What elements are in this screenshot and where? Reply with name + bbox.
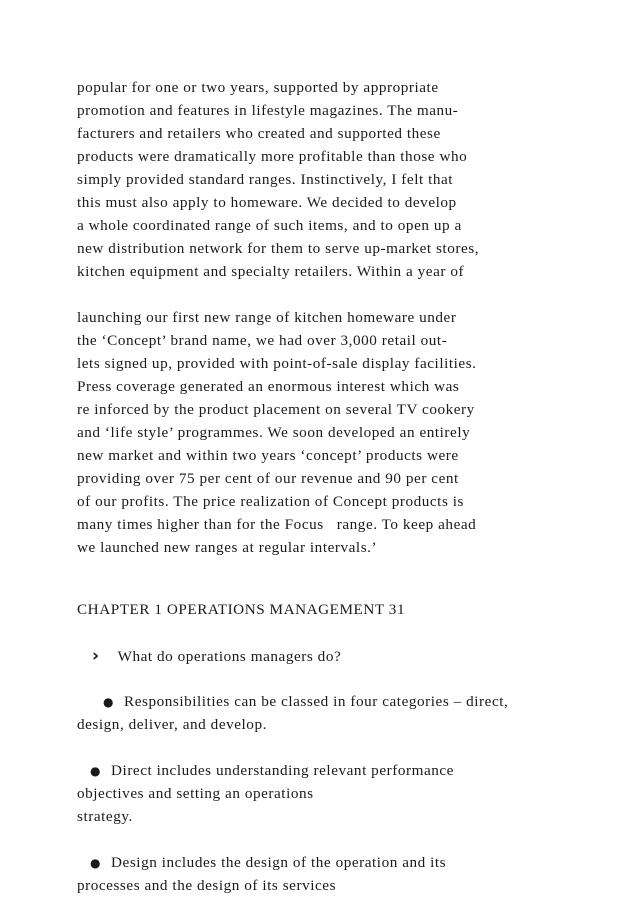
body-text-line: a whole coordinated range of such items, and to open up a [77,217,462,234]
body-text-line: re inforced by the product placement on several TV cookery [77,401,475,418]
body-text-line: launching our first new range of kitchen homeware under [77,309,457,326]
bullet-item [90,761,454,781]
bullet-text: Direct includes understanding relevant performance [111,762,454,779]
body-text-line: popular for one or two years, supported by appropriate [77,79,439,96]
body-text-line: facturers and retailers who created and supported these [77,125,441,142]
question-line [92,646,341,667]
bullet-continuation: processes and the design of its services [77,877,337,894]
bullet-text: Design includes the design of the operation and its [111,854,447,871]
bullet-text: Responsibilities can be classed in four categories – direct, [124,693,509,710]
chapter-heading: CHAPTER 1 OPERATIONS MANAGEMENT 31 [77,601,406,618]
body-text-line: promotion and features in lifestyle magazines. The manu- [77,102,459,119]
body-text-line: this must also apply to homeware. We decided to develop [77,194,457,211]
body-text-line: we launched new ranges at regular intervals.’ [77,539,378,556]
bullet-icon: ● [90,764,102,778]
body-text-line: kitchen equipment and specialty retailers. Within a year of [77,263,465,280]
body-text-line: and ‘life style’ programmes. We soon developed an entirely [77,424,471,441]
body-text-line: simply provided standard ranges. Instinctively, I felt that [77,171,454,188]
body-text-line: new distribution network for them to serve up-market stores, [77,240,480,257]
body-text-line: of our profits. The price realization of Concept products is [77,493,464,510]
bullet-continuation: strategy. [77,808,133,825]
body-text-line: products were dramatically more profitable than those who [77,148,468,165]
body-text-line: Press coverage generated an enormous interest which was [77,378,460,395]
chevron-right-icon: › [92,646,100,666]
bullet-item [90,853,446,873]
bullet-continuation: design, deliver, and develop. [77,716,267,733]
question-text: What do operations managers do? [117,648,342,665]
bullet-icon: ● [90,856,102,870]
body-text-line: providing over 75 per cent of our revenue and 90 per cent [77,470,459,487]
body-text-line: new market and within two years ‘concept’ products were [77,447,459,464]
body-text-line: many times higher than for the Focus range. To keep ahead [77,516,477,533]
bullet-item [103,692,508,712]
body-text-line: the ‘Concept’ brand name, we had over 3,000 retail out- [77,332,448,349]
bullet-icon: ● [103,695,115,709]
bullet-continuation: objectives and setting an operations [77,785,314,802]
body-text-line: lets signed up, provided with point-of-sale display facilities. [77,355,477,372]
